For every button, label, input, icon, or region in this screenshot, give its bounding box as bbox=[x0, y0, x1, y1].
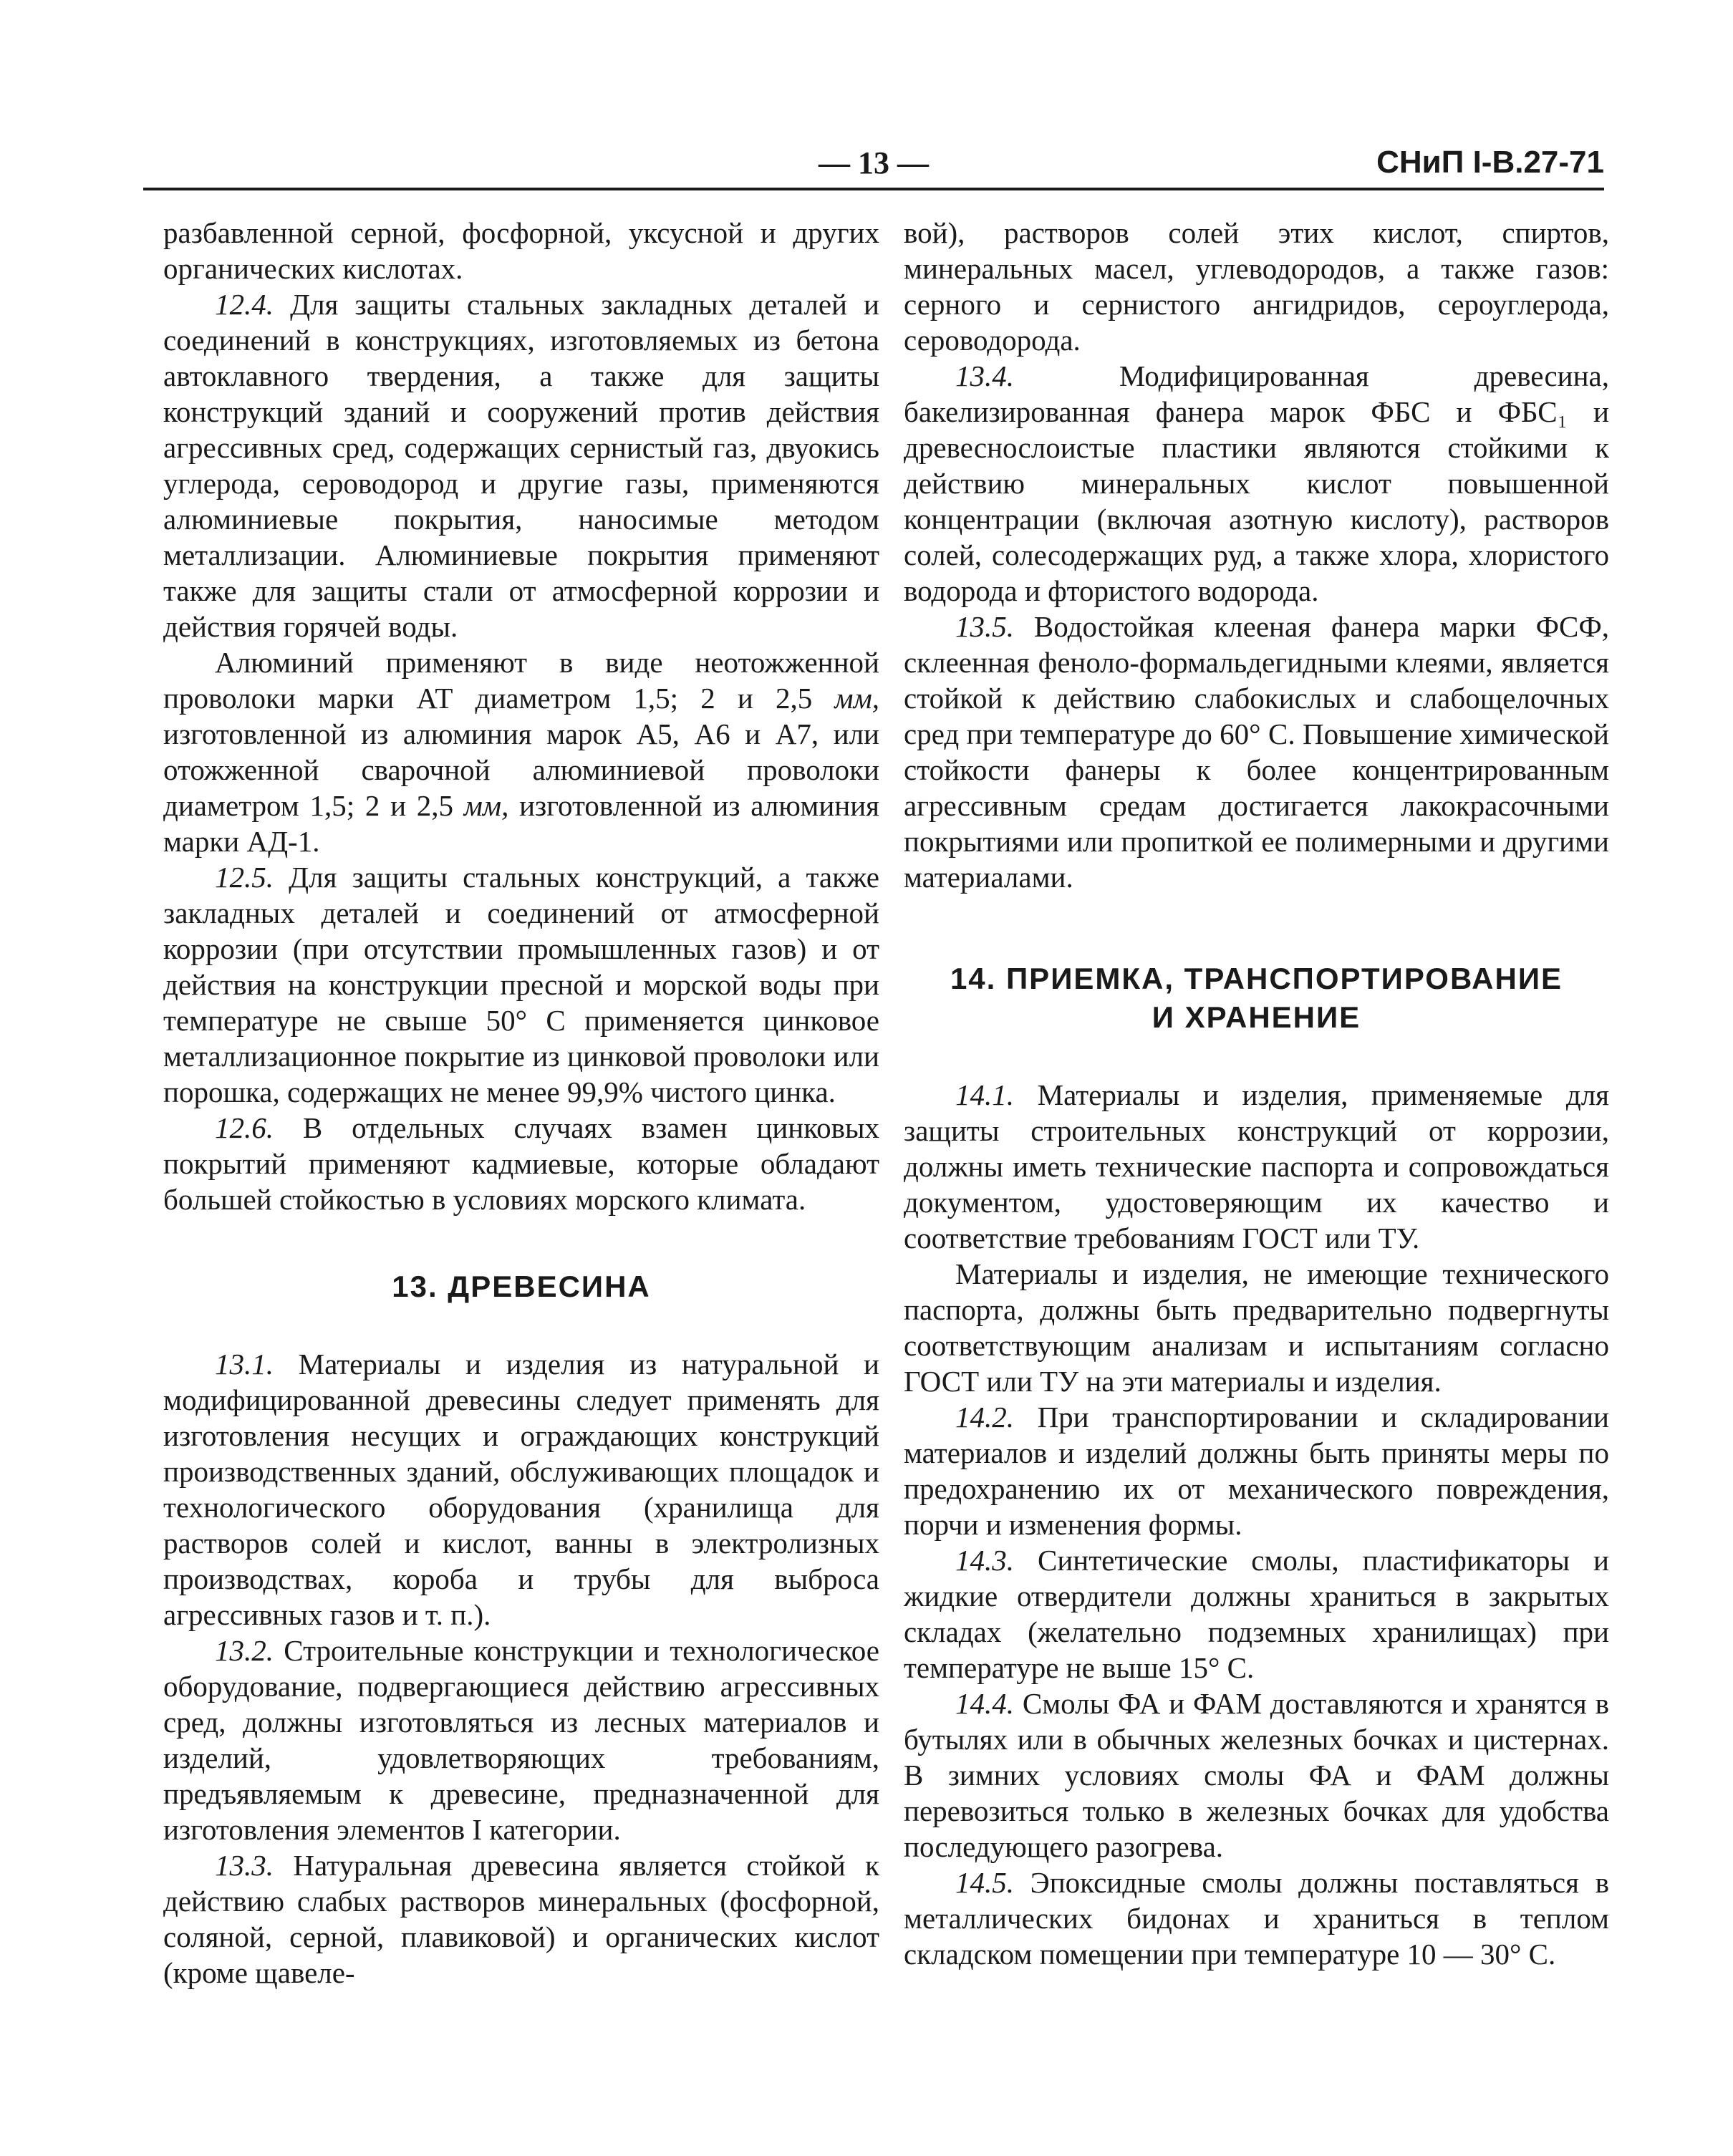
paragraph-continued: вой), растворов солей этих кислот, спиртов, минеральных масел, углеводородов, а также газов: серного и сернистого ангидридов, сероуглерода, сероводорода. bbox=[904, 216, 1609, 357]
document-code: СНиП I-В.27-71 bbox=[1376, 145, 1604, 180]
paragraph-14-4: 14.4. Смолы ФА и ФАМ доставляются и хранятся в бутылях или в обычных железных бочках и цистернах. В зимних условиях смолы ФА и ФАМ должны перевозиться только в железных бочках для удобства последующего разогрева. bbox=[904, 1687, 1609, 1863]
clause-number: 13.3. bbox=[215, 1849, 274, 1882]
paragraph-12-4: 12.4. Для защиты стальных закладных деталей и соединений в конструкциях, изготовляемых из бетона автоклавного твердения, а также для защиты конструкций зданий и сооружений против действия агрессивных сред, содержащих сернистый газ, двуокись углерода, сероводород и другие газы, применяются алюминиевые покрытия, наносимые методом металлизации. Алюминиевые покрытия применяют также для защиты стали от атмосферной коррозии и действия горячей воды. bbox=[163, 288, 880, 643]
paragraph-13-3: 13.3. Натуральная древесина является стойкой к действию слабых растворов минеральных (фосфорной, соляной, серной, плавиковой) и органических кислот (кроме щавеле- bbox=[163, 1849, 879, 1989]
paragraph-13-2: 13.2. Строительные конструкции и технологическое оборудование, подвергающиеся действию агрессивных сред, должны изготовляться из лесных материалов и изделий, удовлетворяющих требованиям, предъявляемым к древесине, предназначенной для изготовления элементов I категории. bbox=[163, 1634, 879, 1846]
clause-number: 14.3. bbox=[955, 1544, 1014, 1577]
unit-label: мм, bbox=[834, 682, 880, 715]
section-14-title bbox=[904, 959, 1609, 1037]
paragraph-14-1-b: Материалы и изделия, не имеющие технического паспорта, должны быть предварительно подвергнуты соответствующим анализам и испытаниям согласно ГОСТ или ТУ на эти материалы и изделия. bbox=[904, 1257, 1609, 1398]
clause-number: 14.4. bbox=[955, 1687, 1014, 1720]
page-header bbox=[143, 145, 1604, 188]
clause-number: 14.2. bbox=[955, 1401, 1014, 1434]
paragraph-14-3: 14.3. Синтетические смолы, пластификаторы и жидкие отвердители должны храниться в закрытых складах (желательно подземных хранилищах) при температуре не выше 15° С. bbox=[904, 1544, 1609, 1684]
paragraph-12-6: 12.6. В отдельных случаях взамен цинковых покрытий применяют кадмиевые, которые обладают большей стойкостью в условиях морского климата. bbox=[163, 1111, 879, 1216]
clause-number: 13.5. bbox=[955, 610, 1014, 643]
header-rule bbox=[143, 188, 1604, 190]
section-14-title-line-2: И ХРАНЕНИЕ bbox=[1152, 1000, 1361, 1034]
right-column bbox=[904, 215, 1609, 1972]
paragraph-14-2: 14.2. При транспортировании и складировании материалов и изделий должны быть приняты меры по предохранению их от механического повреждения, порчи и изменения формы. bbox=[904, 1401, 1610, 1541]
paragraph-13-1: 13.1. Материалы и изделия из натуральной и модифицированной древесины следует применять для изготовления несущих и ограждающих конструкций производственных зданий, обслуживающих площадок и технологического оборудования (хранилища для растворов солей и кислот, ванны в электролизных производствах, короба и трубы для выброса агрессивных газов и т. п.). bbox=[163, 1348, 879, 1631]
paragraph-aluminium: Алюминий применяют в виде неотожженной проволоки марки АТ диаметром 1,5; 2 и 2,5 мм, изготовленной из алюминия марок А5, А6 и А7, или отожженной сварочной алюминиевой проволоки диаметром 1,5; 2 и 2,5 мм, изготовленной из алюминия марки АД-1. bbox=[163, 646, 880, 858]
paragraph-12-5: 12.5. Для защиты стальных конструкций, а также закладных деталей и соединений от атмосферной коррозии (при отсутствии промышленных газов) и от действия на конструкции пресной и морской воды при температуре не свыше 50° С применяется цинковое металлизационное покрытие из цинковой проволоки или порошка, содержащих не менее 99,9% чистого цинка. bbox=[163, 861, 880, 1108]
paragraph-14-5: 14.5. Эпоксидные смолы должны поставляться в металлических бидонах и храниться в теплом складском помещении при температуре 10 — 30° С. bbox=[904, 1866, 1609, 1971]
paragraph-13-4: 13.4. Модифицированная древесина, бакелизированная фанера марок ФБС и ФБС₁ и древеснослоистые пластики являются стойкими к действию минеральных кислот повышенной концентрации (включая азотную кислоту), растворов солей, солесодержащих руд, а также хлора, хлористого водорода и фтористого водорода. bbox=[904, 359, 1610, 607]
clause-number: 14.5. bbox=[955, 1866, 1014, 1899]
clause-number: 12.4. bbox=[215, 288, 274, 321]
unit-label: мм, bbox=[463, 789, 509, 822]
paragraph-13-5: 13.5. Водостойкая клееная фанера марки ФСФ, склеенная феноло-формальдегидными клеями, является стойкой к действию слабокислых и слабощелочных сред при температуре до 60° С. Повышение химической стойкости фанеры к более концентрированным агрессивным средам достигается лакокрасочными покрытиями или пропиткой ее полимерными и другими материалами. bbox=[904, 610, 1609, 894]
paragraph-14-1: 14.1. Материалы и изделия, применяемые для защиты строительных конструкций от коррозии, должны иметь технические паспорта и сопровождаться документом, удостоверяющим их качество и соответствие требованиям ГОСТ или ТУ. bbox=[904, 1078, 1610, 1255]
page-number: — 13 — bbox=[819, 145, 929, 180]
clause-number: 12.5. bbox=[215, 861, 274, 894]
section-14-title-line-1: 14. ПРИЕМКА, ТРАНСПОРТИРОВАНИЕ bbox=[950, 962, 1563, 995]
paragraph-continued: разбавленной серной, фосфорной, уксусной и других органических кислотах. bbox=[163, 216, 879, 285]
clause-number: 13.4. bbox=[955, 359, 1014, 392]
clause-number: 13.2. bbox=[215, 1634, 274, 1667]
clause-number: 12.6. bbox=[215, 1111, 274, 1144]
left-column bbox=[163, 215, 879, 1991]
section-13-title: 13. ДРЕВЕСИНА bbox=[392, 1270, 651, 1303]
clause-number: 13.1. bbox=[215, 1348, 274, 1381]
clause-number: 14.1. bbox=[955, 1078, 1014, 1111]
